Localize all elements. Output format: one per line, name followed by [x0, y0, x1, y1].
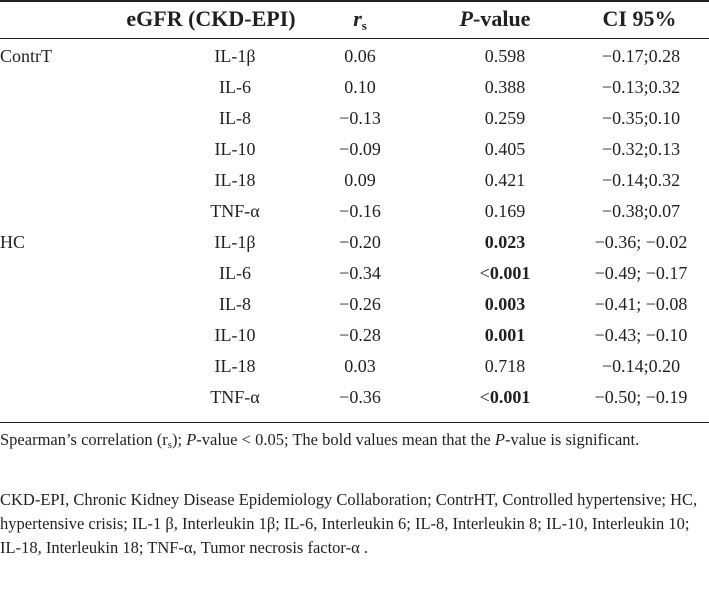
- footnote-p-italic: P: [186, 430, 197, 449]
- p-value: 0.405: [484, 139, 526, 159]
- table-row: [0, 165, 709, 196]
- rs-cell: −0.13: [339, 108, 381, 128]
- header-rs: [330, 2, 390, 36]
- rs-cell: −0.26: [339, 294, 381, 314]
- p-value-cell: [450, 351, 560, 382]
- p-value-cell: [450, 72, 560, 103]
- table-row: [0, 72, 709, 103]
- header-rs-main: r: [353, 6, 362, 31]
- p-value: 0.003: [484, 294, 526, 314]
- p-value-prefix: <: [479, 387, 490, 407]
- ci-cell: −0.17;0.28: [601, 46, 681, 66]
- rs-cell: −0.28: [339, 325, 381, 345]
- p-value-cell: [450, 382, 560, 413]
- table-row: [0, 289, 709, 320]
- rs-cell: 0.03: [344, 356, 376, 376]
- table-row: [0, 134, 709, 165]
- marker-cell: IL-8: [219, 108, 251, 128]
- group-cell: ContrT: [0, 46, 52, 66]
- marker-cell: IL-10: [214, 325, 256, 345]
- p-value-cell: [450, 258, 560, 289]
- ci-cell: −0.14;0.32: [601, 170, 681, 190]
- table-header-rule: [0, 38, 709, 39]
- p-value-cell: [450, 289, 560, 320]
- p-value-cell: [450, 41, 560, 72]
- p-value-cell: [450, 320, 560, 351]
- ci-cell: −0.14;0.20: [601, 356, 681, 376]
- header-rs-sub: s: [361, 18, 367, 33]
- table-row: [0, 227, 709, 258]
- p-value: 0.598: [484, 46, 526, 66]
- p-value: 0.001: [489, 387, 531, 407]
- p-value-cell: [450, 196, 560, 227]
- table-row: [0, 196, 709, 227]
- ci-cell: −0.35;0.10: [601, 108, 681, 128]
- rs-cell: −0.20: [339, 232, 381, 252]
- ci-cell: −0.32;0.13: [601, 139, 681, 159]
- header-p-value: [425, 2, 565, 36]
- p-value: 0.718: [484, 356, 526, 376]
- marker-cell: IL-1β: [214, 46, 256, 66]
- marker-cell: IL-18: [214, 356, 256, 376]
- marker-cell: TNF-α: [210, 201, 260, 221]
- footnote-statistics: [0, 428, 705, 457]
- table-row: [0, 258, 709, 289]
- marker-cell: IL-6: [219, 263, 251, 283]
- p-value: 0.388: [484, 77, 526, 97]
- marker-cell: IL-18: [214, 170, 256, 190]
- ci-cell: −0.36; −0.02: [594, 232, 688, 252]
- ci-cell: −0.50; −0.19: [594, 387, 688, 407]
- footnote-p-italic: P: [494, 430, 505, 449]
- p-value: 0.259: [484, 108, 526, 128]
- p-value-cell: [450, 227, 560, 258]
- p-value: 0.421: [484, 170, 526, 190]
- marker-cell: IL-8: [219, 294, 251, 314]
- rs-cell: −0.16: [339, 201, 381, 221]
- marker-cell: IL-10: [214, 139, 256, 159]
- ci-cell: −0.41; −0.08: [594, 294, 688, 314]
- table-row: [0, 351, 709, 382]
- footnote-subscript: s: [167, 439, 172, 451]
- p-value-cell: [450, 134, 560, 165]
- marker-cell: TNF-α: [210, 387, 260, 407]
- footnote-text: Spearman’s correlation (r: [0, 430, 168, 449]
- table-row: [0, 103, 709, 134]
- table-row: [0, 41, 709, 72]
- rs-cell: −0.09: [339, 139, 381, 159]
- rs-cell: 0.09: [344, 170, 376, 190]
- p-value-cell: [450, 165, 560, 196]
- p-value: 0.169: [484, 201, 526, 221]
- table-row: [0, 320, 709, 351]
- table-row: [0, 382, 709, 413]
- rs-cell: −0.34: [339, 263, 381, 283]
- footnote-text: );: [171, 430, 187, 449]
- table-bottom-rule: [0, 422, 709, 423]
- group-cell: HC: [0, 232, 26, 252]
- header-p-rest: -value: [473, 6, 531, 31]
- footnote-text: -value is significant.: [504, 430, 640, 449]
- rs-cell: 0.06: [344, 46, 376, 66]
- header-egfr: eGFR (CKD-EPI): [126, 6, 296, 31]
- p-value: 0.001: [484, 325, 526, 345]
- rs-cell: 0.10: [344, 77, 376, 97]
- ci-cell: −0.43; −0.10: [594, 325, 688, 345]
- p-value: 0.001: [489, 263, 531, 283]
- marker-cell: IL-6: [219, 77, 251, 97]
- footnote-text: -value < 0.05; The bold values mean that the: [196, 430, 495, 449]
- p-value: 0.023: [484, 232, 526, 252]
- ci-cell: −0.38;0.07: [601, 201, 681, 221]
- p-value-prefix: <: [479, 263, 490, 283]
- header-p-italic: P: [459, 6, 473, 31]
- header-ci: CI 95%: [602, 6, 677, 31]
- marker-cell: IL-1β: [214, 232, 256, 252]
- p-value-cell: [450, 103, 560, 134]
- ci-cell: −0.13;0.32: [601, 77, 681, 97]
- ci-cell: −0.49; −0.17: [594, 263, 688, 283]
- rs-cell: −0.36: [339, 387, 381, 407]
- footnote-abbreviations: CKD-EPI, Chronic Kidney Disease Epidemiology Collaboration; ContrHT, Controlled hypertensive; HC, hypertensive crisis; IL-1 β, Interleukin 1β; IL-6, Interleukin 6; IL-8, Interleukin 8; IL-10, Interleukin 10; IL-18, Interleukin 18; TNF-α, Tumor necrosis factor-α .: [0, 490, 698, 557]
